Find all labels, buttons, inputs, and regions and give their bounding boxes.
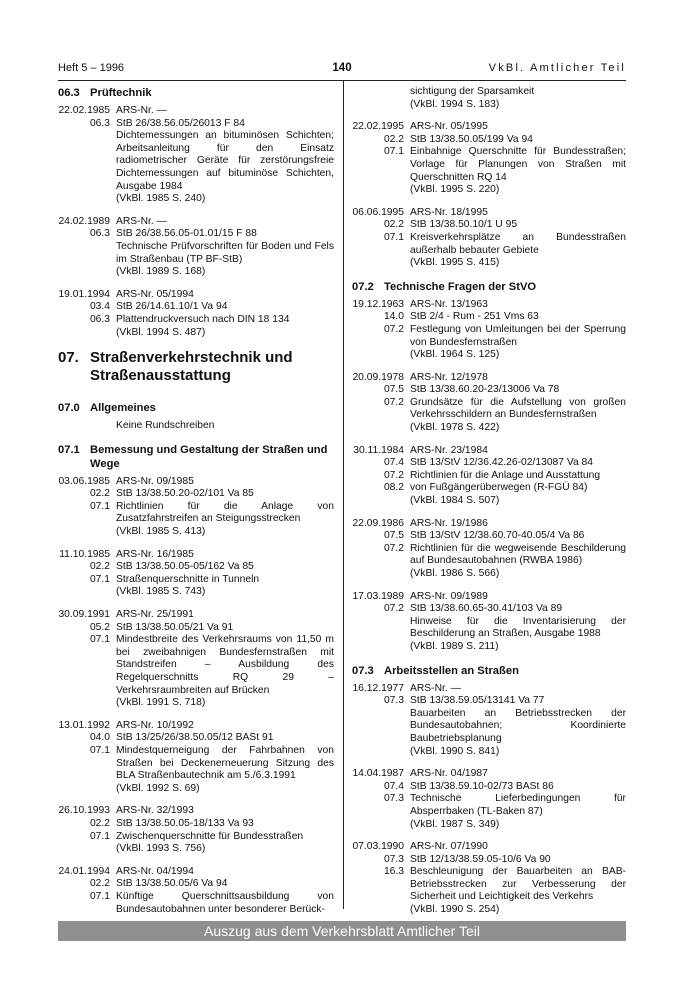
- entry-text: Künftige Querschnittsausbildung von Bundesautobahnen unter besonderer Berück-: [116, 890, 334, 915]
- entry-text: (VkBl. 1985 S. 240): [116, 193, 206, 205]
- entry-text: StB 13/38.50.05-05/162 Va 85: [116, 561, 254, 573]
- entry-code: 22.09.1986: [352, 517, 404, 529]
- entry-text: (VkBl. 1989 S. 168): [116, 266, 206, 278]
- journal-title: VkBl. Amtlicher Teil: [488, 62, 626, 74]
- entry-code: 07.1: [89, 500, 110, 512]
- entry-line: [58, 266, 334, 279]
- entry-text: ARS-Nr. —: [116, 215, 167, 227]
- entry-text: StB 13/38.50.05-18/133 Va 93: [116, 817, 254, 829]
- section-heading: [58, 401, 334, 415]
- entry-code: 07.3: [383, 853, 404, 865]
- entry-line: [352, 372, 626, 385]
- circular-entry: [58, 720, 334, 796]
- entry-text: (VkBl. 1985 S. 743): [116, 586, 206, 598]
- entry-code: 02.2: [89, 488, 110, 500]
- entry-code: [352, 568, 410, 581]
- entry-text: StB 12/13/38.59.05-10/6 Va 90: [410, 853, 551, 865]
- entry-text: StB 13/StV 12/36.42.26-02/13087 Va 84: [410, 457, 594, 469]
- entry-line: [58, 476, 334, 489]
- entry-line: [352, 207, 626, 220]
- circular-entry: [352, 445, 626, 508]
- circular-entry: [352, 121, 626, 197]
- entry-text: Hinweise für die Inventarisierung der Beschilderung an Straßen, Ausgabe 1988: [410, 615, 626, 640]
- entry-code: 07.2: [383, 323, 404, 335]
- entry-code: [58, 843, 116, 856]
- entry-text: Grundsätze für die Aufstellung von großen Verkehrsschildern an Bundesfernstraßen: [410, 396, 626, 421]
- section-heading: [58, 86, 334, 100]
- entry-text: ARS-Nr. 07/1990: [410, 841, 488, 853]
- entry-text: Straßenquerschnitte in Tunneln: [116, 573, 260, 585]
- entry-code: [352, 349, 410, 362]
- entry-code: 24.01.1994: [58, 865, 110, 877]
- entry-line: [58, 526, 334, 539]
- entry-code: [58, 420, 116, 433]
- entry-code: [58, 193, 116, 206]
- entry-text: (VkBl. 1995 S. 220): [410, 184, 500, 196]
- entry-text: von Fußgängerüberwegen (R-FGÜ 84): [410, 482, 588, 494]
- entry-line: [58, 216, 334, 229]
- entry-text: ARS-Nr. 05/1994: [116, 288, 194, 300]
- entry-code: 07.5: [383, 530, 404, 542]
- circular-entry: [352, 518, 626, 581]
- entry-code: 17.03.1989: [352, 590, 404, 602]
- circular-entry: [58, 866, 334, 916]
- header-rule: [58, 80, 626, 81]
- entry-text: ARS-Nr. 23/1984: [410, 444, 488, 456]
- entry-text: Technische Lieferbedingungen für Absperrbaken (TL-Baken 87): [410, 793, 626, 817]
- entry-line: [58, 878, 334, 891]
- entry-code: 07.2: [383, 542, 404, 554]
- entry-code: 07.3: [383, 793, 404, 805]
- circular-entry: [58, 216, 334, 279]
- entry-code: 14.04.1987: [352, 768, 404, 780]
- entry-code: [352, 746, 410, 759]
- entry-code: 07.1: [89, 890, 110, 902]
- entry-line: [58, 301, 334, 314]
- entry-code: 07.1: [89, 573, 110, 585]
- entry-code: [352, 708, 410, 746]
- entry-line: [58, 891, 334, 916]
- circular-entry: [352, 299, 626, 362]
- entry-code: 07.5: [383, 384, 404, 396]
- entry-code: [58, 697, 116, 710]
- entry-text: StB 13/38.59.05/13141 Va 77: [410, 695, 545, 707]
- entry-code: 06.06.1995: [352, 206, 404, 218]
- entry-code: 07.03.1990: [352, 841, 404, 853]
- entry-line: [352, 457, 626, 470]
- entry-text: StB 13/38.50.10/1 U 95: [410, 219, 518, 231]
- entry-line: [58, 831, 334, 844]
- entry-code: 19.01.1994: [58, 288, 110, 300]
- entry-text: ARS-Nr. 32/1993: [116, 805, 194, 817]
- entry-code: [352, 184, 410, 197]
- entry-line: [58, 193, 334, 206]
- entry-code: [58, 130, 116, 193]
- entry-text: Kreisverkehrsplätze an Bundesstraßen außerhalb bebauter Gebiete: [410, 231, 626, 256]
- entry-line: [58, 818, 334, 831]
- entry-text: StB 13/38.59.10-02/73 BASt 86: [410, 780, 554, 792]
- section-title: Bemessung und Gestaltung der Straßen und Wege: [90, 443, 328, 470]
- section-number: 07.1: [58, 443, 80, 456]
- section-heading: [352, 280, 626, 294]
- entry-code: [58, 327, 116, 340]
- page-number: 140: [332, 62, 352, 74]
- entry-text: ARS-Nr. 09/1989: [410, 590, 488, 602]
- entry-code: 06.3: [89, 117, 110, 129]
- entry-code: 03.4: [89, 301, 110, 313]
- entry-line: [352, 616, 626, 641]
- circular-entry: [58, 549, 334, 599]
- circular-entry: [58, 476, 334, 539]
- entry-code: 07.1: [89, 744, 110, 756]
- entry-code: [58, 241, 116, 266]
- entry-line: [58, 574, 334, 587]
- entry-line: [352, 397, 626, 422]
- entry-code: 06.3: [89, 313, 110, 325]
- entry-text: StB 26/14.61.10/1 Va 94: [116, 301, 228, 313]
- entry-text: Plattendruckversuch nach DIN 18 134: [116, 313, 290, 325]
- entry-text: StB 13/38.50.20-02/101 Va 85: [116, 488, 254, 500]
- circular-entry: [58, 805, 334, 855]
- entry-line: [58, 314, 334, 327]
- entry-code: 07.2: [383, 469, 404, 481]
- entry-line: [352, 299, 626, 312]
- entry-text: (VkBl. 1989 S. 211): [410, 640, 499, 652]
- entry-line: [58, 843, 334, 856]
- entry-line: [352, 683, 626, 696]
- entry-line: [352, 746, 626, 759]
- entry-code: 16.12.1977: [352, 682, 404, 694]
- entry-line: [58, 549, 334, 562]
- entry-text: (VkBl. 1993 S. 756): [116, 843, 206, 855]
- entry-line: [352, 257, 626, 270]
- entry-code: 08.2: [383, 482, 404, 494]
- section-heading: [352, 664, 626, 678]
- entry-line: [352, 543, 626, 568]
- circular-entry: [58, 420, 334, 433]
- entry-line: [58, 420, 334, 433]
- entry-text: Beschleunigung der Bauarbeiten an BAB-Betriebsstrecken zur Verbesserung der Sicherheit und Leichtigkeit des Verkehrs: [410, 866, 626, 903]
- entry-code: 13.01.1992: [58, 719, 110, 731]
- entry-text: ARS-Nr. 04/1987: [410, 768, 488, 780]
- entry-text: ARS-Nr. 05/1995: [410, 121, 488, 133]
- entry-code: 02.2: [383, 219, 404, 231]
- entry-code: [352, 616, 410, 641]
- entry-line: [58, 586, 334, 599]
- entry-text: StB 2/4 - Rum - 251 Vms 63: [410, 311, 539, 323]
- entry-code: 16.3: [383, 866, 404, 878]
- entry-text: (VkBl. 1992 S. 69): [116, 782, 200, 794]
- entry-code: 05.2: [89, 621, 110, 633]
- entry-line: [58, 327, 334, 340]
- entry-line: [352, 422, 626, 435]
- entry-line: [58, 609, 334, 622]
- circular-entry: [352, 372, 626, 435]
- circular-entry: [352, 86, 626, 111]
- entry-text: Mindestquerneigung der Fahrbahnen von Straßen bei Deckenerneuerung Sitzung des BLA Straßenbautechnik am 5./6.3.1991: [116, 744, 334, 782]
- entry-text: ARS-Nr. 09/1985: [116, 475, 194, 487]
- entry-line: [352, 768, 626, 781]
- entry-text: StB 13/38.60.65-30.41/103 Va 89: [410, 603, 563, 615]
- entry-text: (VkBl. 1991 S. 718): [116, 697, 206, 709]
- entry-line: [352, 819, 626, 832]
- entry-line: [352, 781, 626, 794]
- entry-code: 06.3: [89, 228, 110, 240]
- entry-code: [352, 641, 410, 654]
- entry-code: [58, 586, 116, 599]
- entry-line: [352, 134, 626, 147]
- section-number: 07.3: [352, 664, 374, 677]
- entry-line: [352, 470, 626, 483]
- entry-text: Richtlinien für die Anlage von Zusatzfahrstreifen an Steigungsstrecken: [116, 500, 334, 525]
- entry-code: 02.2: [89, 878, 110, 890]
- entry-line: [352, 518, 626, 531]
- section-heading: [58, 443, 334, 471]
- entry-text: Dichtemessungen an bituminösen Schichten; Arbeitsanleitung für den Einsatz radiometrischer Geräte für zerstörungsfreie Dichtemessungen auf bituminöse Schichten, Ausgabe 1984: [116, 130, 334, 192]
- entry-text: (VkBl. 1994 S. 183): [410, 98, 500, 110]
- section-number: 07.0: [58, 402, 80, 415]
- entry-line: [352, 219, 626, 232]
- entry-text: sichtigung der Sparsamkeit: [410, 86, 535, 97]
- entry-code: 07.1: [383, 146, 404, 158]
- entry-code: [352, 257, 410, 270]
- page-header: [58, 62, 626, 78]
- section-number: 07.2: [352, 280, 374, 293]
- entry-code: 14.0: [383, 311, 404, 323]
- entry-line: [58, 783, 334, 796]
- entry-text: Keine Rundschreiben: [116, 420, 215, 432]
- entry-code: 24.02.1989: [58, 215, 110, 227]
- entry-line: [58, 622, 334, 635]
- section-title: Straßenverkehrstechnik und Straßenausstattung: [90, 349, 293, 385]
- entry-text: Richtlinien für die Anlage und Ausstattung: [410, 469, 601, 481]
- entry-code: 26.10.1993: [58, 805, 110, 817]
- entry-text: StB 26/38.56.05-01.01/15 F 88: [116, 228, 257, 240]
- entry-text: (VkBl. 1987 S. 349): [410, 818, 500, 830]
- entry-line: [352, 641, 626, 654]
- entry-text: StB 13/25/26/38.50.05/12 BASt 91: [116, 732, 274, 744]
- entry-line: [58, 720, 334, 733]
- entry-code: 30.11.1984: [353, 444, 404, 456]
- entry-text: StB 13/38.60.20-23/13006 Va 78: [410, 384, 560, 396]
- entry-line: [352, 603, 626, 616]
- entry-text: StB 13/StV 12/38.60.70-40.05/4 Va 86: [410, 530, 585, 542]
- entry-line: [352, 311, 626, 324]
- entry-code: [352, 819, 410, 832]
- entry-line: [352, 482, 626, 495]
- entry-line: [352, 793, 626, 818]
- entry-line: [58, 130, 334, 193]
- entry-line: [58, 697, 334, 710]
- entry-code: [352, 422, 410, 435]
- entry-line: [352, 232, 626, 257]
- entry-line: [58, 634, 334, 697]
- entry-text: StB 13/38.50.05/199 Va 94: [410, 133, 533, 145]
- issue-label: Heft 5 – 1996: [58, 62, 125, 74]
- column-divider: [343, 81, 344, 909]
- entry-code: [352, 904, 410, 917]
- entry-code: [58, 266, 116, 279]
- entry-text: Zwischenquerschnitte für Bundesstraßen: [116, 830, 304, 842]
- entry-code: 11.10.1985: [59, 548, 110, 560]
- entry-code: 30.09.1991: [58, 609, 110, 621]
- entry-code: 07.1: [89, 634, 110, 646]
- entry-text: Bauarbeiten an Betriebsstrecken der Bundesautobahnen; Koordinierte Baubetriebsplanung: [410, 707, 626, 744]
- section-number: 07.: [58, 349, 79, 367]
- entry-text: Richtlinien für die wegweisende Beschilderung auf Bundesautobahnen (RWBA 1986): [410, 542, 626, 567]
- entry-text: ARS-Nr. 16/1985: [116, 548, 194, 560]
- entry-code: [58, 783, 116, 796]
- entry-text: (VkBl. 1984 S. 507): [410, 495, 500, 507]
- entry-text: StB 26/38.56.05/26013 F 84: [116, 117, 245, 129]
- entry-line: [352, 184, 626, 197]
- entry-line: [352, 708, 626, 746]
- entry-code: [58, 526, 116, 539]
- section-title: Technische Fragen der StVO: [384, 280, 537, 293]
- section-heading: [58, 349, 334, 385]
- entry-code: [352, 86, 410, 99]
- footer-banner: Auszug aus dem Verkehrsblatt Amtlicher Teil: [58, 921, 626, 941]
- circular-entry: [352, 683, 626, 759]
- entry-text: ARS-Nr. 25/1991: [116, 609, 194, 621]
- entry-line: [58, 501, 334, 526]
- entry-text: ARS-Nr. 19/1986: [410, 517, 488, 529]
- entry-text: ARS-Nr. —: [116, 105, 167, 116]
- entry-code: [352, 99, 410, 112]
- circular-entry: [352, 207, 626, 270]
- circular-entry: [58, 609, 334, 710]
- entry-line: [352, 866, 626, 904]
- entry-text: ARS-Nr. 13/1963: [410, 298, 488, 310]
- circular-entry: [352, 768, 626, 831]
- entry-line: [352, 384, 626, 397]
- entry-text: (VkBl. 1986 S. 566): [410, 568, 500, 579]
- entry-text: StB 13/38.50.05/21 Va 91: [116, 621, 234, 633]
- entry-text: Einbahnige Querschnitte für Bundesstraßen; Vorlage für Planungen von Straßen mit Querschnitten RQ 14: [410, 146, 626, 183]
- right-column: [352, 86, 626, 927]
- entry-code: 07.4: [383, 457, 404, 469]
- circular-entry: [58, 105, 334, 206]
- entry-text: Technische Prüfvorschriften für Boden und Fels im Straßenbau (TP BF-StB): [116, 240, 334, 265]
- entry-text: (VkBl. 1990 S. 841): [410, 745, 500, 757]
- entry-line: [352, 530, 626, 543]
- entry-code: 07.4: [383, 780, 404, 792]
- entry-text: Mindestbreite des Verkehrsraums von 11,50 m bei zweibahnigen Bundesfernstraßen mit Standstreifen – Ausbildung des Regelquerschnitts RQ 29 – Verkehrsraumbreiten auf Brücken: [116, 634, 334, 696]
- section-title: Allgemeines: [90, 402, 156, 415]
- entry-text: Festlegung von Umleitungen bei der Sperrung von Bundesfernstraßen: [410, 323, 626, 348]
- entry-line: [58, 866, 334, 879]
- entry-code: 02.2: [89, 561, 110, 573]
- entry-code: 22.02.1995: [352, 121, 404, 133]
- entry-code: 02.2: [89, 817, 110, 829]
- entry-code: 19.12.1963: [352, 298, 404, 310]
- entry-text: StB 13/38.50.05/6 Va 94: [116, 878, 228, 890]
- left-column: [58, 86, 334, 926]
- entry-line: [352, 99, 626, 112]
- entry-line: [352, 568, 626, 581]
- entry-code: 02.2: [383, 133, 404, 145]
- entry-line: [352, 904, 626, 917]
- entry-line: [58, 805, 334, 818]
- entry-code: 07.3: [383, 695, 404, 707]
- entry-line: [352, 349, 626, 362]
- section-number: 06.3: [58, 87, 80, 99]
- circular-entry: [352, 591, 626, 654]
- entry-code: 07.2: [383, 603, 404, 615]
- circular-entry: [352, 841, 626, 917]
- entry-code: 03.06.1985: [58, 475, 110, 487]
- entry-line: [58, 228, 334, 241]
- entry-code: 20.09.1978: [352, 371, 404, 383]
- entry-line: [58, 561, 334, 574]
- entry-text: (VkBl. 1978 S. 422): [410, 422, 500, 434]
- entry-code: [352, 495, 410, 508]
- entry-line: [58, 488, 334, 501]
- entry-line: [352, 841, 626, 854]
- entry-code: 07.2: [383, 396, 404, 408]
- entry-text: (VkBl. 1994 S. 487): [116, 326, 206, 338]
- entry-text: (VkBl. 1985 S. 413): [116, 526, 206, 538]
- entry-line: [352, 324, 626, 349]
- entry-line: [352, 854, 626, 867]
- entry-text: ARS-Nr. 18/1995: [410, 206, 488, 218]
- entry-text: (VkBl. 1990 S. 254): [410, 904, 500, 916]
- entry-text: ARS-Nr. —: [410, 682, 461, 694]
- entry-code: 22.02.1985: [58, 105, 110, 116]
- entry-line: [58, 289, 334, 302]
- entry-line: [352, 495, 626, 508]
- entry-line: [352, 445, 626, 458]
- entry-code: 07.1: [383, 231, 404, 243]
- entry-line: [58, 118, 334, 131]
- entry-line: [58, 105, 334, 118]
- entry-code: 04.0: [89, 732, 110, 744]
- entry-line: [352, 695, 626, 708]
- entry-text: (VkBl. 1995 S. 415): [410, 257, 500, 269]
- entry-line: [352, 146, 626, 184]
- entry-line: [352, 121, 626, 134]
- entry-line: [58, 732, 334, 745]
- entry-line: [58, 745, 334, 783]
- entry-line: [58, 241, 334, 266]
- entry-text: ARS-Nr. 04/1994: [116, 865, 194, 877]
- section-title: Arbeitsstellen an Straßen: [384, 664, 519, 677]
- entry-line: [352, 86, 626, 99]
- entry-text: ARS-Nr. 12/1978: [410, 371, 488, 383]
- entry-code: 07.1: [89, 830, 110, 842]
- entry-text: (VkBl. 1964 S. 125): [410, 349, 500, 361]
- entry-line: [352, 591, 626, 604]
- circular-entry: [58, 289, 334, 339]
- section-title: Prüftechnik: [90, 87, 152, 99]
- entry-text: ARS-Nr. 10/1992: [116, 719, 194, 731]
